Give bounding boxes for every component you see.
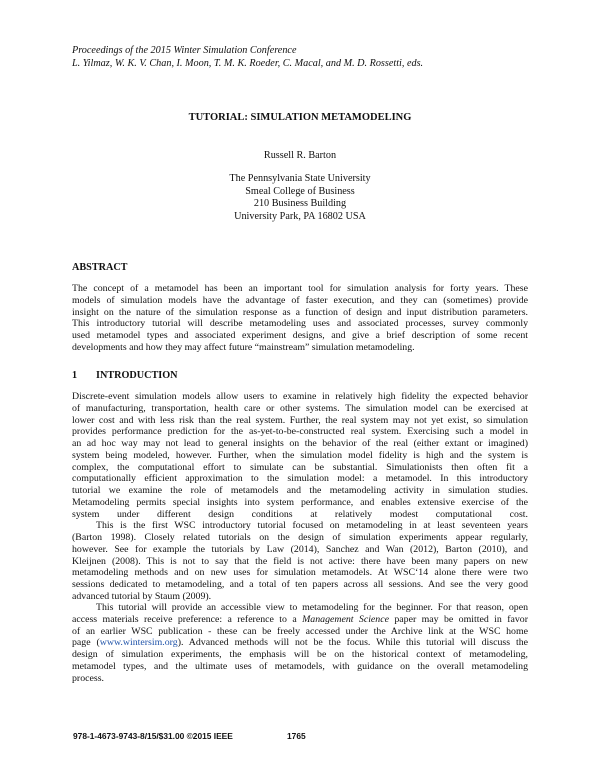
text-line: developments and how they may affect future “mainstream” simulation metamodeling. (72, 341, 415, 353)
text-line: insight on the nature of the simulation response as a function of design and input distribution parameters. (72, 306, 528, 318)
text-line: an ad hoc way may not lead to general insights on the behavior of the real (either extant or imagined) (72, 438, 528, 449)
text-line: provides performance prediction for the as-yet-to-be-constructed real system. Exercising such a model in (72, 426, 528, 438)
text-line: computationally efficient approximation to the simulation model: a metamodel. In this introductory (72, 473, 528, 485)
text-line: metamodel types, and the ultimate uses of metamodels, with guidance on the overall metamodeling (72, 660, 528, 672)
paper-title: TUTORIAL: SIMULATION METAMODELING (188, 112, 412, 123)
text-line (72, 637, 528, 649)
text-line: (Barton 1998). Closely related tutorials on the design of simulation experiments appear regularly, (72, 532, 528, 543)
affiliation-line: Smeal College of Business (245, 185, 355, 197)
section-heading (72, 370, 178, 381)
introduction-paragraph-2 (72, 602, 528, 684)
proceedings-header (72, 45, 423, 70)
text-line: tutorial we examine the role of metamodels and the metamodeling activity in simulation studies. (72, 485, 528, 496)
text-line (72, 614, 528, 626)
text-segment: ). Advanced methods will not be the focus. While this tutorial will discuss the (177, 637, 528, 649)
affiliation-line: The Pennsylvania State University (229, 173, 371, 184)
abstract-body (72, 283, 528, 354)
journal-name: Management Science (302, 613, 389, 625)
text-line: complex, the computational effort to simulate can be substantial. Simulationists then often fit a (72, 461, 528, 473)
proceedings-line: Proceedings of the 2015 Winter Simulation Conference (72, 45, 297, 56)
section-number: 1 (72, 370, 78, 381)
text-line: metamodeling methods and on new uses for simulation metamodels. At WSC‘14 alone there were two (72, 567, 528, 579)
author-name: Russell R. Barton (263, 150, 337, 161)
section-title: INTRODUCTION (96, 370, 178, 381)
text-line: Metamodeling permits special insights into system performance, and enables extensive exercise of the (72, 496, 528, 508)
text-line: design of simulation experiments, the emphasis will be on the historical context of metamodeling, (72, 649, 528, 660)
text-line: models of simulation models have the advantage of faster execution, and they can (sometimes) provide (72, 294, 528, 306)
text-line: system under different design conditions at relatively modest computational cost. (72, 508, 528, 520)
text-line: The concept of a metamodel has been an important tool for simulation analysis for forty years. These (72, 283, 528, 294)
text-line: used metamodel types and associated experiment designs, and give a brief description of some recent (72, 330, 528, 341)
text-line: This is the first WSC introductory tutorial focused on metamodeling in at least seventeen years (96, 520, 528, 532)
text-line: This introductory tutorial will describe metamodeling uses and associated processes, survey commonly (72, 318, 528, 330)
affiliation-line: University Park, PA 16802 USA (234, 210, 366, 222)
text-line: of an earlier WSC publication - these can be freely accessed under the Archive link at the WSC home (72, 625, 528, 637)
introduction-paragraph-1 (72, 391, 528, 603)
text-line: Discrete-event simulation models allow users to examine in relatively high fidelity the expected behavior (72, 391, 528, 402)
editors-line: L. Yilmaz, W. K. V. Chan, I. Moon, T. M. K. Roeder, C. Macal, and M. D. Rossetti, eds. (72, 57, 424, 69)
text-line: lower cost and with less risk than the real system. Further, the real system may not yet exist, so simulation (72, 414, 528, 426)
text-line: of manufacturing, transportation, health care or other systems. The simulation model can be exercised at (72, 402, 528, 414)
author-affiliation (0, 173, 600, 223)
wintersim-link[interactable]: www.wintersim.org (99, 637, 178, 649)
text-line: advanced tutorial by Staum (2009). (72, 590, 212, 602)
text-segment: page ( (72, 637, 100, 649)
text-segment: access materials receive preference: a reference to a (72, 613, 303, 625)
footer-isbn: 978-1-4673-9743-8/15/$31.00 ©2015 IEEE (73, 731, 233, 741)
abstract-heading: ABSTRACT (72, 262, 128, 273)
text-line: Kleijnen (2008). This is not to say that the field is not active: there have been many papers on new (72, 555, 528, 567)
text-line: process. (72, 672, 104, 684)
page-number: 1765 (287, 731, 306, 741)
text-line: system being modeled, however. Further, when the simulation model fidelity is high and the system is (72, 449, 528, 461)
affiliation-line: 210 Business Building (253, 198, 347, 209)
text-segment: paper may be omitted in favor (388, 613, 528, 625)
text-line: sessions dedicated to metamodeling, and a total of ten papers across all sessions. And see the very good (72, 579, 528, 590)
text-line: however. See for example the tutorials by Law (2014), Sanchez and Wan (2012), Barton (2010), and (72, 543, 528, 555)
text-line: This tutorial will provide an accessible view to metamodeling for the beginner. For that reason, open (96, 602, 528, 613)
